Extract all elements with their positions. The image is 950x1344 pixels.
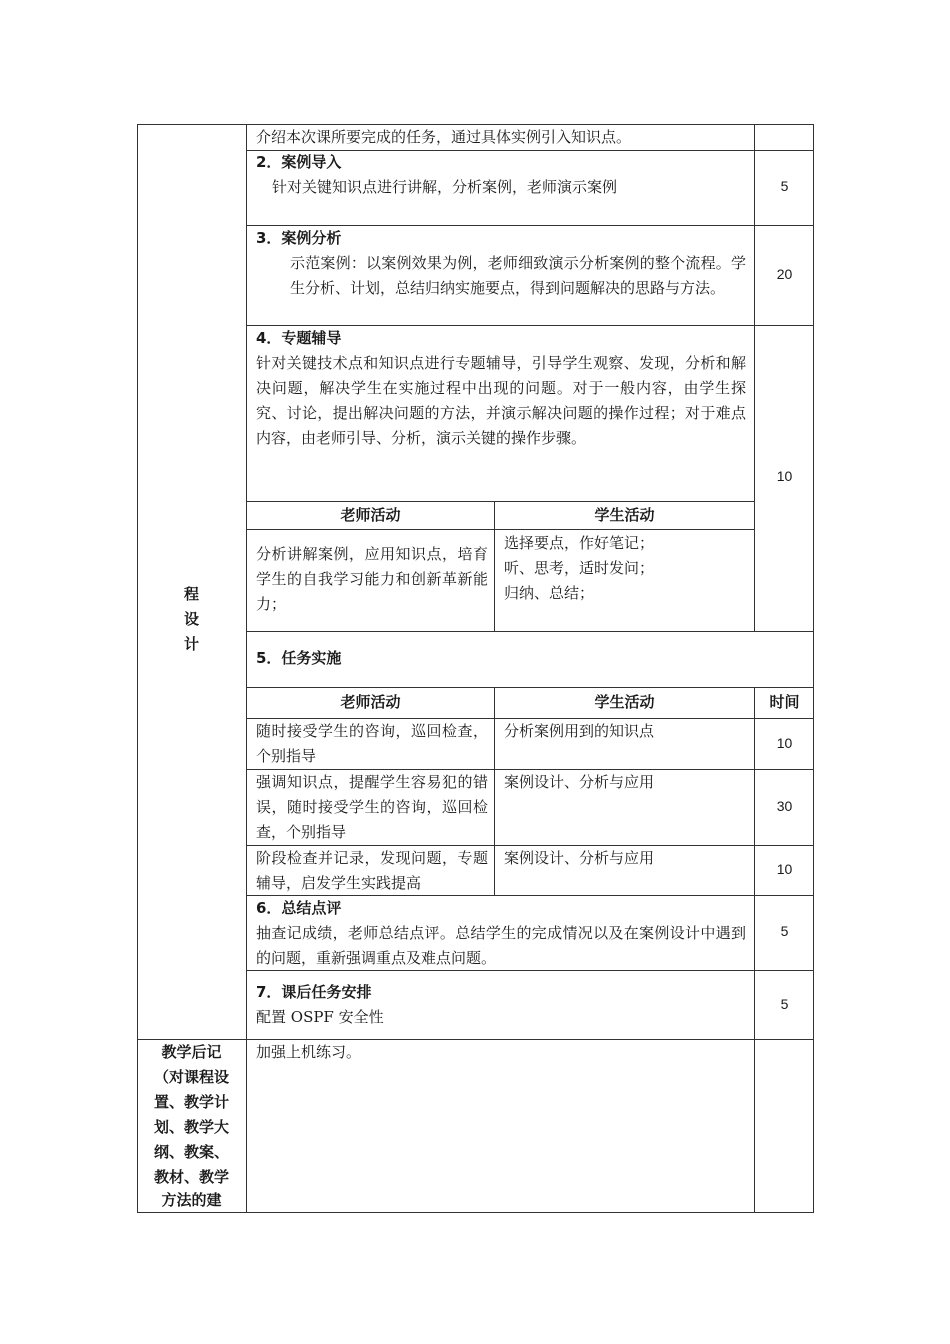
student-activity-header: 学生活动 (594, 506, 655, 524)
teacher-activity: 分析讲解案例，应用知识点，培育学生的自我学习能力和创新革新能力； (256, 545, 488, 613)
postscript-body: 加强上机练习。 (256, 1043, 362, 1061)
time-value: 10 (776, 468, 793, 484)
teacher-activity-header: 老师活动 (340, 506, 401, 524)
col-divider-label (246, 124, 247, 1213)
col-divider-time (754, 687, 755, 1213)
time-value: 5 (780, 996, 789, 1012)
side-label-char: 程 (183, 585, 199, 603)
task-row-time: 10 (776, 735, 793, 751)
task-row-student: 分析案例用到的知识点 (504, 722, 655, 740)
postscript-label-line: 教学后记 (161, 1043, 222, 1061)
postscript-label-line: 教材、教学 (153, 1168, 229, 1186)
task-row-time: 30 (776, 798, 793, 814)
time-header: 时间 (769, 693, 800, 711)
postscript-label-line: （对课程设 (153, 1068, 229, 1086)
section-body: 配置 OSPF 安全性 (256, 1008, 384, 1026)
col-divider-time (754, 124, 755, 631)
student-activity-header: 学生活动 (594, 693, 655, 711)
section-title: 3．案例分析 (256, 229, 342, 247)
row-divider (246, 631, 814, 632)
task-row-time: 10 (776, 861, 793, 877)
row-divider (246, 501, 754, 502)
intro-text: 介绍本次课所要完成的任务，通过具体实例引入知识点。 (256, 128, 632, 146)
side-label-char: 计 (183, 635, 199, 653)
section-title: 5．任务实施 (256, 649, 342, 667)
section-title: 7．课后任务安排 (256, 983, 372, 1001)
student-activity-line: 归纳、总结； (504, 584, 595, 602)
task-row-teacher: 阶段检查并记录，发现问题，专题辅导，启发学生实践提高 (256, 849, 488, 892)
section-title: 6．总结点评 (256, 899, 342, 917)
time-value: 20 (776, 266, 793, 282)
row-divider (246, 529, 754, 530)
section-body: 示范案例：以案例效果为例，老师细致演示分析案例的整个流程。学生分析、计划，总结归纳实施要点，得到问题解决的思路与方法。 (290, 254, 746, 297)
time-value: 5 (780, 178, 789, 194)
time-value: 5 (780, 923, 789, 939)
postscript-label-line: 划、教学大 (153, 1118, 229, 1136)
section-title: 2．案例导入 (256, 153, 342, 171)
task-row-teacher: 强调知识点，提醒学生容易犯的错误，随时接受学生的咨询，巡回检查，个别指导 (256, 773, 488, 841)
postscript-label-line: 纲、教案、 (153, 1143, 229, 1161)
section-body: 针对关键技术点和知识点进行专题辅导，引导学生观察、发现，分析和解决问题，解决学生在实施过程中出现的问题。对于一般内容，由学生探究、讨论，提出解决问题的方法，并演示解决问题的操作过程；对于难点内容，由老师引导、分析，演示关键的操作步骤。 (256, 354, 746, 447)
postscript-label-line: 方法的建 (161, 1191, 222, 1209)
task-row-student: 案例设计、分析与应用 (504, 849, 655, 867)
section-title: 4．专题辅导 (256, 329, 342, 347)
task-row-student: 案例设计、分析与应用 (504, 773, 655, 791)
row-divider (246, 687, 814, 688)
side-label-char: 设 (183, 610, 199, 628)
student-activity-line: 选择要点，作好笔记； (504, 534, 655, 552)
teacher-activity-header: 老师活动 (340, 693, 401, 711)
postscript-label-line: 置、教学计 (153, 1093, 229, 1111)
section-body: 抽查记成绩，老师总结点评。总结学生的完成情况以及在案例设计中遇到的问题，重新强调重点及难点问题。 (256, 924, 746, 967)
student-activity-line: 听、思考，适时发问； (504, 559, 655, 577)
section-body: 针对关键知识点进行讲解，分析案例，老师演示案例 (272, 178, 618, 196)
task-row-teacher: 随时接受学生的咨询，巡回检查，个别指导 (256, 722, 488, 765)
